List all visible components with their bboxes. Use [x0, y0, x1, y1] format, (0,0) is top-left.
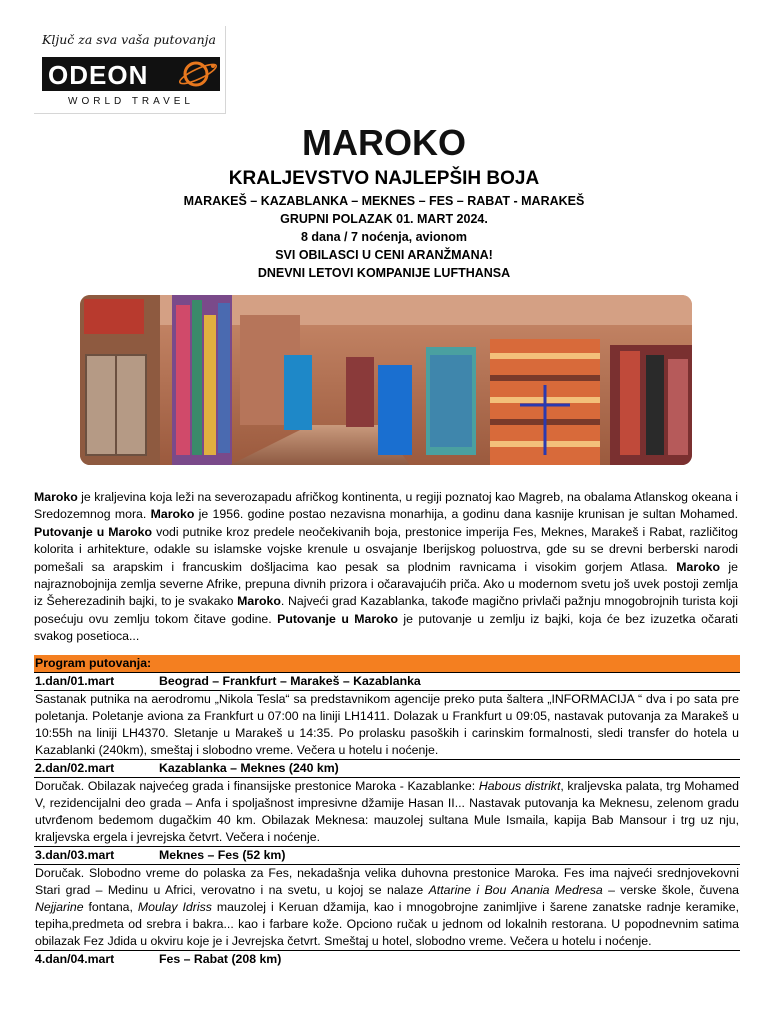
- intro-text: . Najveći grad Kazablanka, takođe magično privlači pažnju mnogobrojnih turista koji posećuju ovu zemlju tokom čitave godine.: [34, 594, 738, 626]
- day-number: 1.dan/01.mart: [35, 674, 115, 688]
- day-row: [34, 673, 740, 691]
- intro-text: vodi putnike kroz predele neočekivanih boja, prestonice imperija Fes, Meknes, Marakeš i Rabat, različitog kolorita i arhitekture, odakle su islamske vojske krenule u osvajanje Iberijskog poluostrva, gde su se drevni berberski narodi pomešali sa arapskim i francuskim došljacima kao pesak sa plodnim ravnicama i visokim gorjem Atlasa.: [34, 524, 738, 574]
- intro-text: je kraljevina koja leži na severozapadu afričkog kontinenta, u regiji poznatoj kao Magreb, na obalama Atlanskog okeana i Sredozemnog mora.: [34, 490, 738, 522]
- day-text-part: Doručak. Slobodno vreme do polaska za Fes, nekadašnja velika duhovna prestonice Maroka. Fes ima najveći srednjovekovni Stari grad – Medinu u Africi, verovatno i na svetu, u kojoj se nalaze: [35, 866, 739, 897]
- day-route: Meknes – Fes (52 km): [159, 848, 286, 862]
- day-description: Sastanak putnika na aerodromu „Nikola Tesla“ sa predstavnikom agencije preko puta šaltera „INFORMACIJA “ dva i po sata pre poletanja. Poletanje aviona za Frankfurt u 07:00 na liniji LH1411. Dolazak u Frankfurt u 09:05, nastavak putovanja za Marakeš u 10:55h na liniji LH4370. Sletanje u Marakeš u 14:35. Po prolasku pasoških i carinskim formalnosti, sledi transfer do hotela u Kazablanki (240km), smeštaj i slobodno vreme. Večera u hotelu i noćenje.: [34, 691, 740, 760]
- day-text-part: mauzolej i Keruan džamija, kao i mnogobrojne zanimljive i šarene zanatske radnje keramike, tepiha,predmeta od srebra i bakra... kao i farbare kože. Opciono ručak u jednom od lokalnih restorana. U popodnevnim satima obilazak Fez Jdida u okviru koje je i Jevrejska četvrt. Smeštaj u hotel, slobodno vreme. Večera u hotelu i noćenje.: [35, 900, 740, 948]
- day-text-part: , kraljevska palata, trg Mohamed V, rezidencijalni deo grada – Anfa i spoljašnost impresivne džamije Hasan II... Nastavak putovanja ka Meknesu, zelenom gradu utvrđenom bedemom dugačkim 40 km. Obilazak Meknesa: mauzolej sultana Mule Ismaila, kapija Bab Mansour i trg uz nju, kraljevska ergela i jevrejska četvrt. Večera i noćenje.: [35, 779, 739, 844]
- flights-line: DNEVNI LETOVI KOMPANIJE LUFTHANSA: [257, 266, 511, 280]
- hero-photo: [80, 295, 692, 465]
- included-line: SVI OBILASCI U CENI ARANŽMANA!: [275, 248, 493, 262]
- intro-bold: Maroko: [237, 594, 281, 609]
- program-header: Program putovanja:: [34, 655, 740, 673]
- departure-line: GRUPNI POLAZAK 01. MART 2024.: [280, 212, 488, 226]
- logo-band: [42, 57, 220, 91]
- day-text-italic: Nejjarine: [35, 900, 84, 914]
- intro-text: je putovanje u zemlju iz bajki, koja će bez izuzetka očarati svakog posetioca...: [34, 611, 738, 644]
- travel-program: [34, 655, 740, 968]
- day-text-part: fontana,: [83, 900, 138, 914]
- day-row: [34, 951, 740, 968]
- day-description: [34, 865, 740, 951]
- day-number: 3.dan/03.mart: [35, 848, 115, 862]
- day-text-part: Doručak. Obilazak najvećeg grada i finansijske prestonice Maroka - Kazablanke:: [35, 779, 479, 793]
- day-route: Fes – Rabat (208 km): [159, 952, 282, 966]
- intro-paragraph: [34, 489, 738, 646]
- day-number: 4.dan/04.mart: [35, 952, 115, 966]
- day-row: [34, 760, 740, 778]
- logo-tagline: Ključ za sva vaša putovanja: [42, 32, 216, 47]
- intro-text: je 1956. godine postao nezavisna monarhija, a godinu dana kasnije krunisan je sultan Mohamed.: [194, 507, 739, 522]
- day-number: 2.dan/02.mart: [35, 761, 115, 775]
- intro-bold: Putovanje u Maroko: [34, 524, 153, 539]
- intro-bold: Putovanje u Maroko: [277, 611, 398, 626]
- day-text-italic: Moulay Idriss: [137, 900, 212, 914]
- day-route: Beograd – Frankfurt – Marakeš – Kazablanka: [159, 674, 421, 688]
- page-title: MAROKO: [302, 122, 466, 163]
- route-line: MARAKEŠ – KAZABLANKA – MEKNES – FES – RABAT - MARAKEŠ: [183, 194, 585, 208]
- company-logo: [34, 26, 226, 114]
- title-block: [0, 120, 768, 282]
- moroccan-street-illustration: [80, 295, 692, 465]
- day-row: [34, 847, 740, 865]
- day-text-italic: Attarine i Bou Anania Medresa: [428, 883, 603, 897]
- logo-subtitle: WORLD TRAVEL: [68, 96, 194, 107]
- intro-bold: Maroko: [676, 559, 720, 574]
- day-description: [34, 778, 740, 847]
- logo-wordmark: ODEON: [48, 60, 149, 90]
- intro-bold: Maroko: [34, 490, 78, 504]
- day-text-italic: Habous distrikt: [478, 779, 561, 793]
- day-text-part: – verske škole, čuvena: [602, 883, 740, 897]
- day-route: Kazablanka – Meknes (240 km): [159, 761, 339, 775]
- intro-bold: Maroko: [150, 507, 195, 522]
- intro-text: je najraznobojnija zemlja severne Afrike, prepuna divnih prizora i očaravajućih priča. Ako u modernom svetu još uvek postoji zemlja iz Šeherezadinih bajki, to je svakako: [34, 559, 738, 609]
- page-subtitle: KRALJEVSTVO NAJLEPŠIH BOJA: [228, 168, 540, 189]
- duration-line: 8 dana / 7 noćenja, avionom: [300, 230, 468, 244]
- globe-icon: [176, 59, 220, 89]
